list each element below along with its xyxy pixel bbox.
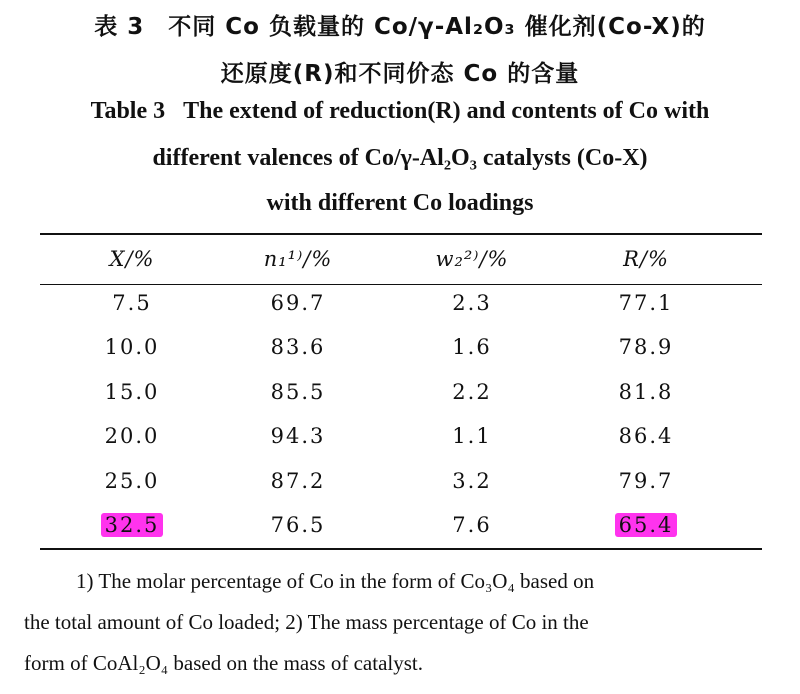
cell-w2: 2.3	[452, 291, 492, 315]
cell-r: 86.4	[618, 424, 674, 448]
table-bottom-rule	[40, 548, 762, 550]
title-cn-line1: 表 3 不同 Co 负载量的 Co/γ-Al₂O₃ 催化剂(Co-X)的	[94, 14, 706, 40]
highlight-mark: 65.4	[615, 513, 678, 537]
header-x: X/%	[109, 247, 155, 271]
title-en-line1	[0, 98, 800, 125]
cell-n1: 83.6	[270, 335, 326, 359]
footnote-line1: 1) The molar percentage of Co in the form of Co₃O₄ based on	[76, 569, 595, 593]
header-w2: w₂²⁾/%	[435, 247, 509, 271]
cell-w2: 2.2	[452, 380, 492, 404]
cell-w2: 1.1	[452, 424, 492, 448]
cell-x: 25.0	[104, 469, 160, 493]
title-en-label: Table 3	[90, 98, 166, 124]
table-top-rule	[40, 233, 762, 235]
cell-r: 77.1	[618, 291, 674, 315]
cell-r: 81.8	[618, 380, 674, 404]
cell-w2: 7.6	[452, 513, 492, 537]
title-en-line3: with different Co loadings	[266, 190, 534, 216]
cell-x: 20.0	[104, 424, 160, 448]
cell-n1: 87.2	[270, 469, 326, 493]
cell-n1: 94.3	[270, 424, 326, 448]
highlight-mark: 32.5	[101, 513, 164, 537]
cell-r-highlighted	[566, 513, 726, 537]
cell-w2: 3.2	[452, 469, 492, 493]
cell-x: 7.5	[112, 291, 152, 315]
footnote-line3: form of CoAl₂O₄ based on the mass of catalyst.	[24, 651, 423, 675]
cell-r: 78.9	[618, 335, 674, 359]
cell-w2: 1.6	[452, 335, 492, 359]
header-r: R/%	[623, 247, 669, 271]
cell-n1: 69.7	[270, 291, 326, 315]
table-header-rule	[40, 284, 762, 285]
title-en-line2: different valences of Co/γ-Al₂O₃ catalysts (Co-X)	[152, 145, 648, 171]
cell-n1: 76.5	[270, 513, 326, 537]
title-cn-line2: 还原度(R)和不同价态 Co 的含量	[220, 61, 580, 87]
header-n1: n₁¹⁾/%	[263, 247, 333, 271]
footnote-line2: the total amount of Co loaded; 2) The mass percentage of Co in the	[24, 610, 589, 634]
cell-x: 15.0	[104, 380, 160, 404]
cell-x-highlighted	[52, 513, 212, 537]
title-en-text1: The extend of reduction(R) and contents of Co with	[183, 98, 710, 124]
cell-n1: 85.5	[270, 380, 326, 404]
cell-x: 10.0	[104, 335, 160, 359]
cell-r: 79.7	[618, 469, 674, 493]
